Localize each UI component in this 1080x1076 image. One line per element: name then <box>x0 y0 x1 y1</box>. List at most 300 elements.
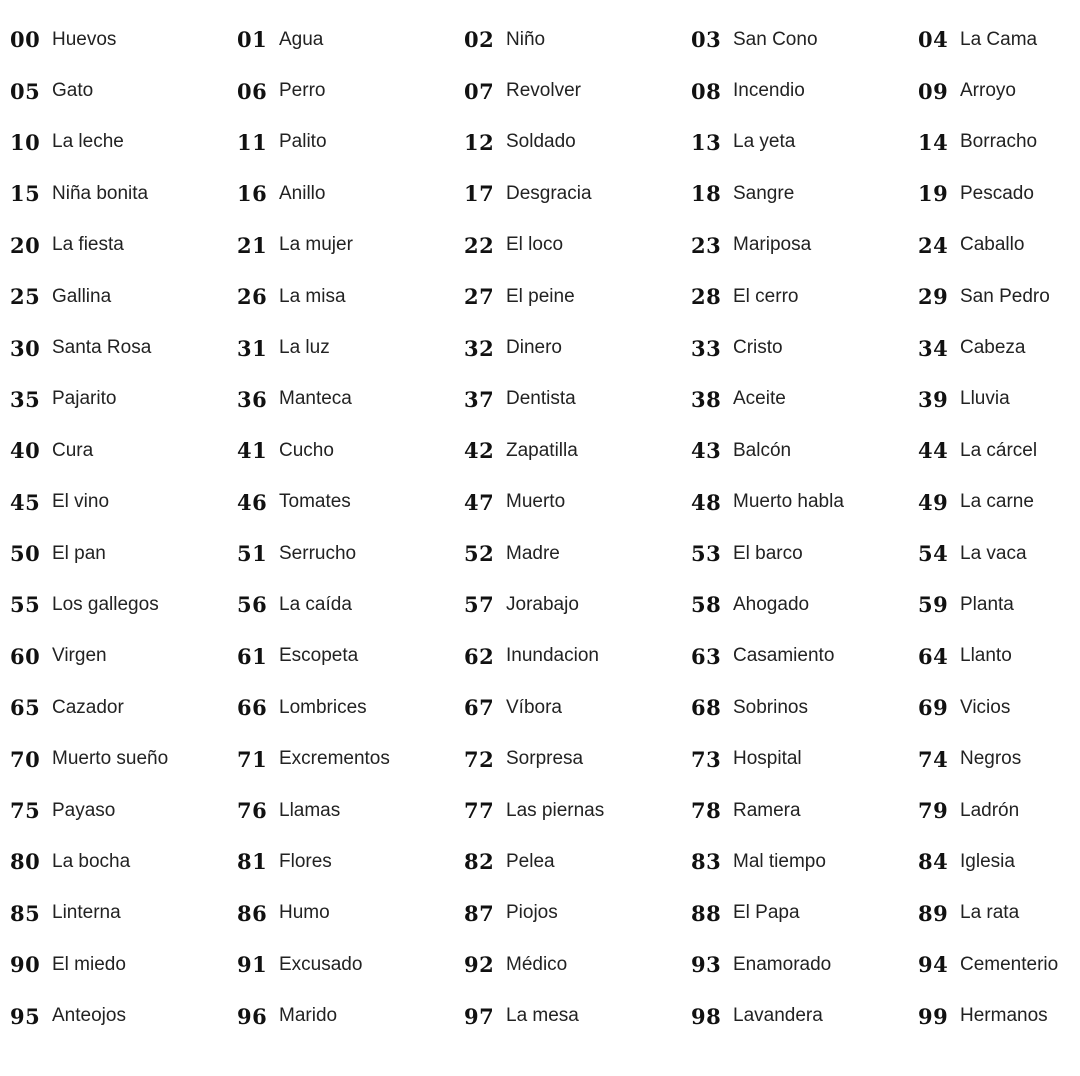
entry-item <box>691 682 918 733</box>
entry-label: Llanto <box>960 645 1012 667</box>
entry-label: Ladrón <box>960 799 1020 821</box>
entry-label: Dentista <box>506 388 576 410</box>
entry-item <box>918 785 1080 836</box>
entry-item <box>464 374 691 425</box>
entry-item <box>691 990 918 1041</box>
entry-number: 33 <box>691 335 722 361</box>
entry-item <box>464 733 691 784</box>
entry-number: 18 <box>691 181 722 207</box>
entry-label: Madre <box>506 542 560 564</box>
entry-label: Víbora <box>506 696 562 718</box>
entry-item <box>918 682 1080 733</box>
entry-label: Pescado <box>960 182 1034 204</box>
entry-item <box>691 117 918 168</box>
entry-item <box>918 374 1080 425</box>
entry-item <box>237 990 464 1041</box>
entry-label: El barco <box>733 542 803 564</box>
entry-item <box>691 836 918 887</box>
entry-number: 41 <box>237 438 268 464</box>
entry-label: Serrucho <box>279 542 357 564</box>
entry-label: Anteojos <box>52 1005 126 1027</box>
entry-item <box>918 939 1080 990</box>
entry-label: La yeta <box>733 131 796 153</box>
entry-number: 19 <box>918 181 949 207</box>
entry-label: Incendio <box>733 80 805 102</box>
entry-label: Niño <box>506 28 546 50</box>
entry-number: 22 <box>464 232 495 258</box>
entry-number: 57 <box>464 592 495 618</box>
entry-number: 38 <box>691 386 722 412</box>
entry-item <box>464 322 691 373</box>
entry-number: 13 <box>691 129 722 155</box>
entry-label: Planta <box>960 593 1014 615</box>
entry-item <box>918 888 1080 939</box>
entry-number: 31 <box>237 335 268 361</box>
entry-number: 74 <box>918 746 949 772</box>
entry-number: 58 <box>691 592 722 618</box>
entry-number: 53 <box>691 541 722 567</box>
entry-number: 43 <box>691 438 722 464</box>
entry-item <box>10 836 237 887</box>
entry-number: 73 <box>691 746 722 772</box>
entry-label: Los gallegos <box>52 593 159 615</box>
entry-item <box>237 733 464 784</box>
entry-item <box>918 220 1080 271</box>
entry-label: Niña bonita <box>52 182 149 204</box>
entry-label: Excrementos <box>279 748 390 770</box>
entry-label: Virgen <box>52 645 107 667</box>
entry-number: 52 <box>464 541 495 567</box>
entry-number: 78 <box>691 798 722 824</box>
entry-number: 29 <box>918 284 949 310</box>
entry-number: 11 <box>237 129 268 155</box>
entry-item <box>918 322 1080 373</box>
entry-label: Sorpresa <box>506 748 584 770</box>
entry-item <box>691 579 918 630</box>
entry-item <box>237 168 464 219</box>
entry-number: 20 <box>10 232 41 258</box>
entry-item <box>237 271 464 322</box>
entry-number: 81 <box>237 849 268 875</box>
entry-label: Vicios <box>960 696 1011 718</box>
entry-label: Payaso <box>52 799 116 821</box>
entry-item <box>464 477 691 528</box>
entry-number: 03 <box>691 27 722 53</box>
entry-label: Pajarito <box>52 388 117 410</box>
entry-number: 45 <box>10 489 41 515</box>
entry-item <box>237 322 464 373</box>
entry-label: El cerro <box>733 285 799 307</box>
entry-item <box>10 322 237 373</box>
entry-number: 02 <box>464 27 495 53</box>
entry-item <box>10 65 237 116</box>
entry-item <box>691 322 918 373</box>
entry-number: 88 <box>691 900 722 926</box>
entry-number: 84 <box>918 849 949 875</box>
entry-label: Desgracia <box>506 182 592 204</box>
entry-number: 95 <box>10 1003 41 1029</box>
entry-label: Cementerio <box>960 953 1059 975</box>
entry-number: 91 <box>237 952 268 978</box>
entry-number: 25 <box>10 284 41 310</box>
entry-item <box>237 117 464 168</box>
entry-number: 30 <box>10 335 41 361</box>
entry-item <box>464 271 691 322</box>
entry-label: El pan <box>52 542 106 564</box>
entry-number: 79 <box>918 798 949 824</box>
entry-number: 71 <box>237 746 268 772</box>
entry-number: 12 <box>464 129 495 155</box>
entry-label: Muerto <box>506 491 566 513</box>
entry-item <box>918 168 1080 219</box>
entry-item <box>918 425 1080 476</box>
entry-number: 63 <box>691 643 722 669</box>
entry-number: 86 <box>237 900 268 926</box>
entry-item <box>237 425 464 476</box>
entry-number: 46 <box>237 489 268 515</box>
entry-label: Revolver <box>506 80 581 102</box>
entry-label: El peine <box>506 285 575 307</box>
entry-number: 97 <box>464 1003 495 1029</box>
entry-label: Sangre <box>733 182 795 204</box>
entry-label: Gallina <box>52 285 112 307</box>
entry-number: 05 <box>10 78 41 104</box>
entry-label: La rata <box>960 902 1020 924</box>
entry-number: 04 <box>918 27 949 53</box>
entry-number: 77 <box>464 798 495 824</box>
entry-label: Linterna <box>52 902 121 924</box>
entry-label: Médico <box>506 953 568 975</box>
number-meaning-table <box>10 14 1080 1042</box>
entry-label: La bocha <box>52 850 131 872</box>
entry-number: 48 <box>691 489 722 515</box>
entry-label: Piojos <box>506 902 558 924</box>
entry-item <box>464 579 691 630</box>
entry-number: 23 <box>691 232 722 258</box>
entry-number: 62 <box>464 643 495 669</box>
entry-label: El vino <box>52 491 110 513</box>
entry-item <box>691 477 918 528</box>
entry-number: 69 <box>918 695 949 721</box>
entry-label: Excusado <box>279 953 363 975</box>
entry-label: El loco <box>506 234 564 256</box>
entry-item <box>464 836 691 887</box>
entry-number: 50 <box>10 541 41 567</box>
entry-label: Sobrinos <box>733 696 808 718</box>
entry-label: Huevos <box>52 28 117 50</box>
entry-label: La leche <box>52 131 124 153</box>
entry-label: Flores <box>279 850 332 872</box>
entry-label: El Papa <box>733 902 800 924</box>
entry-item <box>691 374 918 425</box>
entry-item <box>237 65 464 116</box>
entry-item <box>691 220 918 271</box>
entry-label: Llamas <box>279 799 341 821</box>
entry-number: 35 <box>10 386 41 412</box>
entry-number: 72 <box>464 746 495 772</box>
entry-number: 94 <box>918 952 949 978</box>
entry-item <box>691 733 918 784</box>
entry-label: Escopeta <box>279 645 359 667</box>
entry-item <box>691 425 918 476</box>
entry-item <box>918 65 1080 116</box>
entry-label: Anillo <box>279 182 326 204</box>
entry-label: Aceite <box>733 388 786 410</box>
entry-number: 07 <box>464 78 495 104</box>
entry-item <box>918 836 1080 887</box>
entry-number: 32 <box>464 335 495 361</box>
entry-label: Tomates <box>279 491 351 513</box>
entry-label: Balcón <box>733 439 792 461</box>
entry-label: Enamorado <box>733 953 832 975</box>
entry-number: 51 <box>237 541 268 567</box>
entry-number: 61 <box>237 643 268 669</box>
entry-number: 54 <box>918 541 949 567</box>
entry-number: 28 <box>691 284 722 310</box>
entry-number: 27 <box>464 284 495 310</box>
entry-number: 15 <box>10 181 41 207</box>
entry-number: 67 <box>464 695 495 721</box>
entry-label: La mesa <box>506 1005 579 1027</box>
entry-label: La luz <box>279 337 330 359</box>
entry-number: 55 <box>10 592 41 618</box>
entry-number: 09 <box>918 78 949 104</box>
entry-label: Agua <box>279 28 324 50</box>
entry-number: 40 <box>10 438 41 464</box>
entry-label: La vaca <box>960 542 1027 564</box>
entry-item <box>691 528 918 579</box>
entry-item <box>237 682 464 733</box>
entry-item <box>237 631 464 682</box>
entry-number: 26 <box>237 284 268 310</box>
entry-label: San Pedro <box>960 285 1050 307</box>
entry-number: 96 <box>237 1003 268 1029</box>
entry-label: Ramera <box>733 799 801 821</box>
entry-item <box>10 631 237 682</box>
entry-item <box>237 888 464 939</box>
entry-label: Inundacion <box>506 645 599 667</box>
entry-number: 80 <box>10 849 41 875</box>
entry-item <box>691 65 918 116</box>
entry-number: 68 <box>691 695 722 721</box>
entry-label: Cabeza <box>960 337 1026 359</box>
entry-label: Arroyo <box>960 80 1016 102</box>
entry-label: La misa <box>279 285 346 307</box>
entry-item <box>10 733 237 784</box>
entry-label: Lavandera <box>733 1005 823 1027</box>
entry-label: Gato <box>52 80 94 102</box>
entry-number: 90 <box>10 952 41 978</box>
entry-item <box>237 14 464 65</box>
entry-item <box>10 939 237 990</box>
entry-item <box>464 785 691 836</box>
entry-label: Casamiento <box>733 645 835 667</box>
entry-number: 99 <box>918 1003 949 1029</box>
entry-label: Caballo <box>960 234 1025 256</box>
entry-item <box>10 117 237 168</box>
entry-item <box>691 888 918 939</box>
entry-label: Perro <box>279 80 326 102</box>
entry-number: 98 <box>691 1003 722 1029</box>
entry-label: Manteca <box>279 388 352 410</box>
entry-number: 47 <box>464 489 495 515</box>
entry-number: 85 <box>10 900 41 926</box>
entry-number: 87 <box>464 900 495 926</box>
entry-number: 65 <box>10 695 41 721</box>
entry-item <box>464 888 691 939</box>
entry-item <box>10 220 237 271</box>
entry-number: 06 <box>237 78 268 104</box>
entry-item <box>10 990 237 1041</box>
entry-item <box>918 990 1080 1041</box>
entry-item <box>10 425 237 476</box>
entry-label: Cura <box>52 439 94 461</box>
entry-number: 93 <box>691 952 722 978</box>
entry-label: Cazador <box>52 696 124 718</box>
entry-item <box>10 528 237 579</box>
entry-item <box>10 785 237 836</box>
entry-item <box>10 168 237 219</box>
entry-item <box>918 117 1080 168</box>
entry-item <box>464 528 691 579</box>
entry-label: Negros <box>960 748 1022 770</box>
entry-number: 44 <box>918 438 949 464</box>
entry-item <box>464 682 691 733</box>
entry-number: 37 <box>464 386 495 412</box>
entry-item <box>691 168 918 219</box>
entry-item <box>464 117 691 168</box>
entry-number: 83 <box>691 849 722 875</box>
entry-number: 10 <box>10 129 41 155</box>
entry-label: Las piernas <box>506 799 605 821</box>
entry-label: Dinero <box>506 337 562 359</box>
entry-item <box>918 631 1080 682</box>
entry-item <box>464 425 691 476</box>
entry-number: 00 <box>10 27 41 53</box>
entry-label: Palito <box>279 131 327 153</box>
entry-item <box>464 939 691 990</box>
entry-item <box>464 220 691 271</box>
entry-number: 89 <box>918 900 949 926</box>
entry-item <box>10 271 237 322</box>
entry-number: 36 <box>237 386 268 412</box>
entry-label: La fiesta <box>52 234 124 256</box>
entry-number: 17 <box>464 181 495 207</box>
entry-label: Marido <box>279 1005 338 1027</box>
entry-label: Cucho <box>279 439 334 461</box>
entry-label: La carne <box>960 491 1034 513</box>
entry-number: 64 <box>918 643 949 669</box>
entry-label: El miedo <box>52 953 126 975</box>
entry-number: 92 <box>464 952 495 978</box>
entry-item <box>10 374 237 425</box>
entry-label: Muerto habla <box>733 491 844 513</box>
entry-item <box>464 65 691 116</box>
entry-item <box>918 477 1080 528</box>
entry-item <box>691 631 918 682</box>
entry-label: Borracho <box>960 131 1038 153</box>
entry-item <box>918 733 1080 784</box>
entry-number: 59 <box>918 592 949 618</box>
entry-number: 39 <box>918 386 949 412</box>
entry-label: Hermanos <box>960 1005 1048 1027</box>
entry-number: 42 <box>464 438 495 464</box>
entry-item <box>464 631 691 682</box>
entry-number: 21 <box>237 232 268 258</box>
entry-item <box>10 888 237 939</box>
entry-number: 14 <box>918 129 949 155</box>
entry-number: 16 <box>237 181 268 207</box>
entry-item <box>10 477 237 528</box>
entry-number: 34 <box>918 335 949 361</box>
entry-number: 24 <box>918 232 949 258</box>
entry-item <box>918 14 1080 65</box>
entry-label: La Cama <box>960 28 1038 50</box>
entry-item <box>237 579 464 630</box>
entry-item <box>237 220 464 271</box>
entry-label: San Cono <box>733 28 818 50</box>
entry-label: Mariposa <box>733 234 812 256</box>
entry-number: 08 <box>691 78 722 104</box>
entry-number: 66 <box>237 695 268 721</box>
entry-label: Santa Rosa <box>52 337 152 359</box>
entry-item <box>691 14 918 65</box>
entry-item <box>237 374 464 425</box>
entry-item <box>237 477 464 528</box>
entry-label: Humo <box>279 902 330 924</box>
entry-label: Mal tiempo <box>733 850 826 872</box>
entry-number: 82 <box>464 849 495 875</box>
entry-label: Zapatilla <box>506 439 578 461</box>
entry-number: 56 <box>237 592 268 618</box>
entry-label: La mujer <box>279 234 353 256</box>
entry-item <box>464 14 691 65</box>
entry-item <box>10 579 237 630</box>
entry-item <box>237 785 464 836</box>
entry-number: 76 <box>237 798 268 824</box>
entry-item <box>10 14 237 65</box>
entry-label: Jorabajo <box>506 593 579 615</box>
entry-item <box>237 528 464 579</box>
entry-item <box>691 785 918 836</box>
entry-number: 49 <box>918 489 949 515</box>
entry-item <box>691 271 918 322</box>
entry-number: 75 <box>10 798 41 824</box>
entry-label: Ahogado <box>733 593 810 615</box>
entry-item <box>691 939 918 990</box>
entry-label: Iglesia <box>960 850 1015 872</box>
entry-label: La cárcel <box>960 439 1038 461</box>
entry-label: Hospital <box>733 748 802 770</box>
entry-item <box>464 990 691 1041</box>
entry-label: Pelea <box>506 850 555 872</box>
entry-label: Lluvia <box>960 388 1010 410</box>
entry-number: 70 <box>10 746 41 772</box>
entry-number: 01 <box>237 27 268 53</box>
entry-item <box>10 682 237 733</box>
entry-item <box>918 271 1080 322</box>
entry-item <box>237 939 464 990</box>
entry-item <box>918 528 1080 579</box>
entry-item <box>464 168 691 219</box>
entry-label: Soldado <box>506 131 576 153</box>
entry-item <box>237 836 464 887</box>
entry-label: La caída <box>279 593 352 615</box>
entry-label: Lombrices <box>279 696 367 718</box>
entry-number: 60 <box>10 643 41 669</box>
entry-label: Cristo <box>733 337 783 359</box>
entry-label: Muerto sueño <box>52 748 169 770</box>
